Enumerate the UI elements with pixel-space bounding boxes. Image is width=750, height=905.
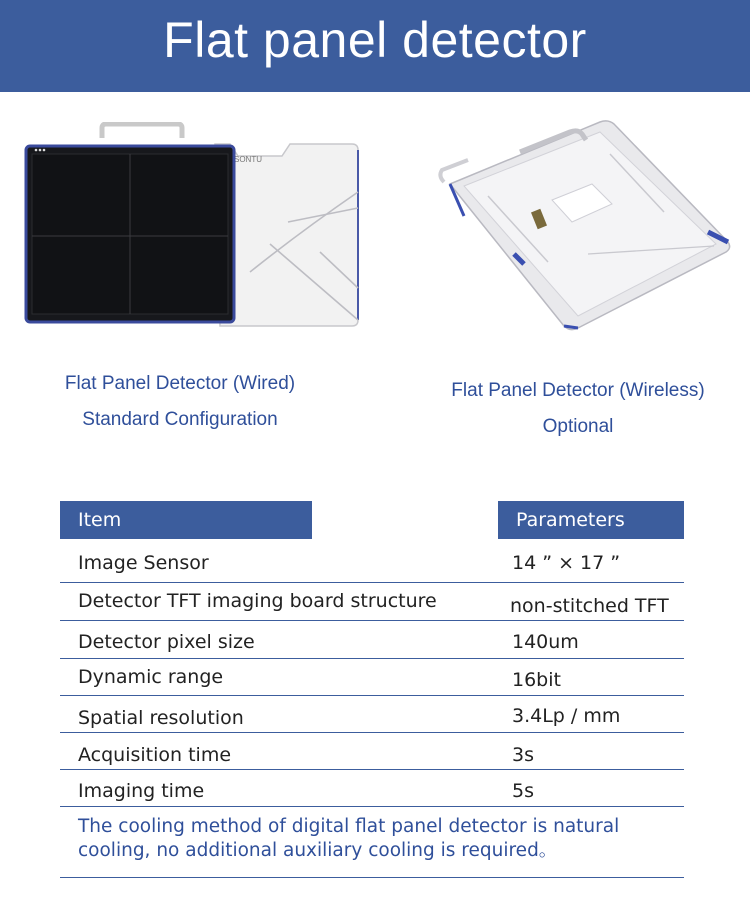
cooling-note: The cooling method of digital flat panel detector is natural cooling, no additional auxiliary cooling is required。: [78, 816, 620, 861]
page-header: [0, 0, 750, 92]
wired-caption-subtitle: Standard Configuration: [82, 409, 278, 430]
row-value: 14 ” × 17 ”: [512, 552, 621, 574]
brand-mark: SONTU: [234, 155, 262, 164]
header-item: Item: [60, 501, 312, 539]
header-parameters: Parameters: [498, 501, 684, 539]
row-divider: [60, 806, 684, 807]
wired-caption-title: Flat Panel Detector (Wired): [64, 373, 296, 394]
wireless-caption-title: Flat Panel Detector (Wireless): [451, 380, 705, 401]
row-item: Imaging time: [78, 780, 205, 802]
row-divider: [60, 582, 684, 583]
product-gallery: [0, 92, 750, 492]
wireless-detector-image: [428, 114, 733, 344]
wired-caption: [20, 366, 340, 438]
row-divider: [60, 769, 684, 770]
table-bottom-border: [60, 877, 684, 878]
page-title: Flat panel detector: [163, 12, 587, 68]
row-item: Acquisition time: [78, 744, 232, 766]
row-value: 3s: [512, 744, 534, 766]
row-value: non-stitched TFT: [510, 595, 669, 617]
row-divider: [60, 732, 684, 733]
row-value: 5s: [512, 780, 534, 802]
row-item: Dynamic range: [78, 666, 224, 688]
wireless-caption-subtitle: Optional: [542, 416, 614, 437]
row-item: Detector pixel size: [78, 631, 255, 653]
row-divider: [60, 695, 684, 696]
wired-detector-image: [20, 122, 365, 332]
row-item: Image Sensor: [78, 552, 209, 574]
row-item: Detector TFT imaging board structure: [78, 590, 437, 612]
row-value: 3.4Lp / mm: [512, 705, 621, 727]
wireless-caption: [420, 373, 736, 445]
row-divider: [60, 620, 684, 621]
row-value: 16bit: [512, 669, 561, 691]
row-divider: [60, 658, 684, 659]
row-value: 140um: [512, 631, 579, 653]
row-item: Spatial resolution: [78, 707, 244, 729]
